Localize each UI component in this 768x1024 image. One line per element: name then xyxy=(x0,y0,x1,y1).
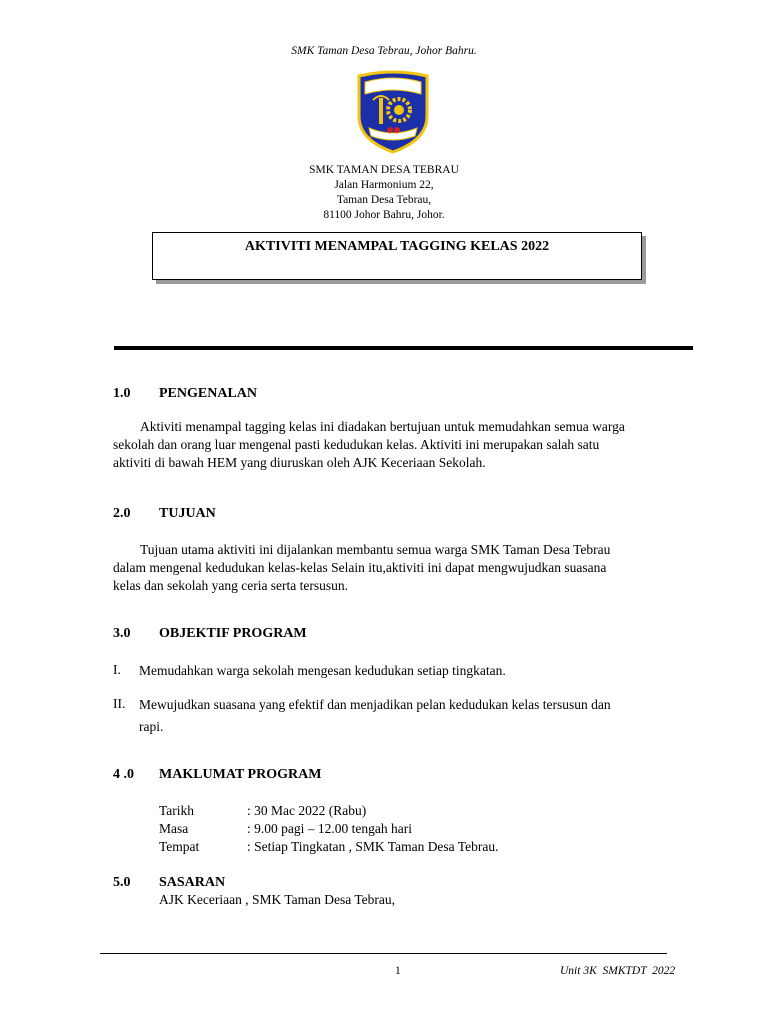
section-3-title: OBJEKTIF PROGRAM xyxy=(159,626,307,641)
section-1-line-3: aktiviti di bawah HEM yang diuruskan oleh AJK Keceriaan Sekolah. xyxy=(113,455,486,470)
school-name: SMK TAMAN DESA TEBRAU xyxy=(309,164,459,176)
section-2-title: TUJUAN xyxy=(159,506,216,521)
address-line-2: Taman Desa Tebrau, xyxy=(336,194,432,206)
info-date-value: : 30 Mac 2022 (Rabu) xyxy=(247,803,367,818)
document-title: AKTIVITI MENAMPAL TAGGING KELAS 2022 xyxy=(244,239,550,254)
section-4-number: 4 .0 xyxy=(113,767,134,782)
info-time-label: Masa xyxy=(159,821,189,836)
section-3-number: 3.0 xyxy=(113,626,131,641)
section-2-number: 2.0 xyxy=(113,506,131,521)
section-divider xyxy=(114,346,693,350)
section-2-line-1: Tujuan utama aktiviti ini dijalankan membantu semua warga SMK Taman Desa Tebrau xyxy=(140,542,611,557)
address-line-3: 81100 Johor Bahru, Johor. xyxy=(323,209,445,221)
section-5-number: 5.0 xyxy=(113,875,131,890)
section-4-title: MAKLUMAT PROGRAM xyxy=(159,767,322,782)
address-line-1: Jalan Harmonium 22, xyxy=(334,179,434,191)
objective-2-text: Mewujudkan suasana yang efektif dan menjadikan pelan kedudukan kelas tersusun dan xyxy=(139,697,611,712)
info-time-value: : 9.00 pagi – 12.00 tengah hari xyxy=(247,821,412,836)
page-number: 1 xyxy=(395,965,401,977)
section-1-line-2: sekolah dan orang luar mengenal pasti kedudukan kelas. Aktiviti ini merupakan salah satu xyxy=(113,437,600,452)
section-1-number: 1.0 xyxy=(113,386,131,401)
header-school-name: SMK Taman Desa Tebrau, Johor Bahru. xyxy=(291,45,477,57)
section-2-line-3: kelas dan sekolah yang ceria serta tersusun. xyxy=(113,578,349,593)
section-2-line-2: dalam mengenal kedudukan kelas-kelas Selain itu,aktiviti ini dapat mengwujudkan suasana xyxy=(113,560,607,575)
footer-divider xyxy=(100,953,667,954)
objective-1-number: I. xyxy=(113,662,121,677)
section-1-title: PENGENALAN xyxy=(159,386,258,401)
title-box xyxy=(152,232,642,280)
info-date-label: Tarikh xyxy=(159,803,195,818)
section-5-value: AJK Keceriaan , SMK Taman Desa Tebrau, xyxy=(159,892,396,907)
section-1-line-1: Aktiviti menampal tagging kelas ini diadakan bertujuan untuk memudahkan semua warga xyxy=(140,419,625,434)
objective-2-text-cont: rapi. xyxy=(139,719,164,734)
objective-2-number: II. xyxy=(113,696,126,711)
school-crest-logo xyxy=(355,70,431,154)
info-place-value: : Setiap Tingkatan , SMK Taman Desa Tebrau. xyxy=(247,839,499,854)
objective-1-text: Memudahkan warga sekolah mengesan kedudukan setiap tingkatan. xyxy=(139,663,506,678)
footer-unit-label: Unit 3K SMKTDT 2022 xyxy=(560,965,676,977)
section-5-title: SASARAN xyxy=(159,875,226,890)
info-place-label: Tempat xyxy=(159,839,200,854)
